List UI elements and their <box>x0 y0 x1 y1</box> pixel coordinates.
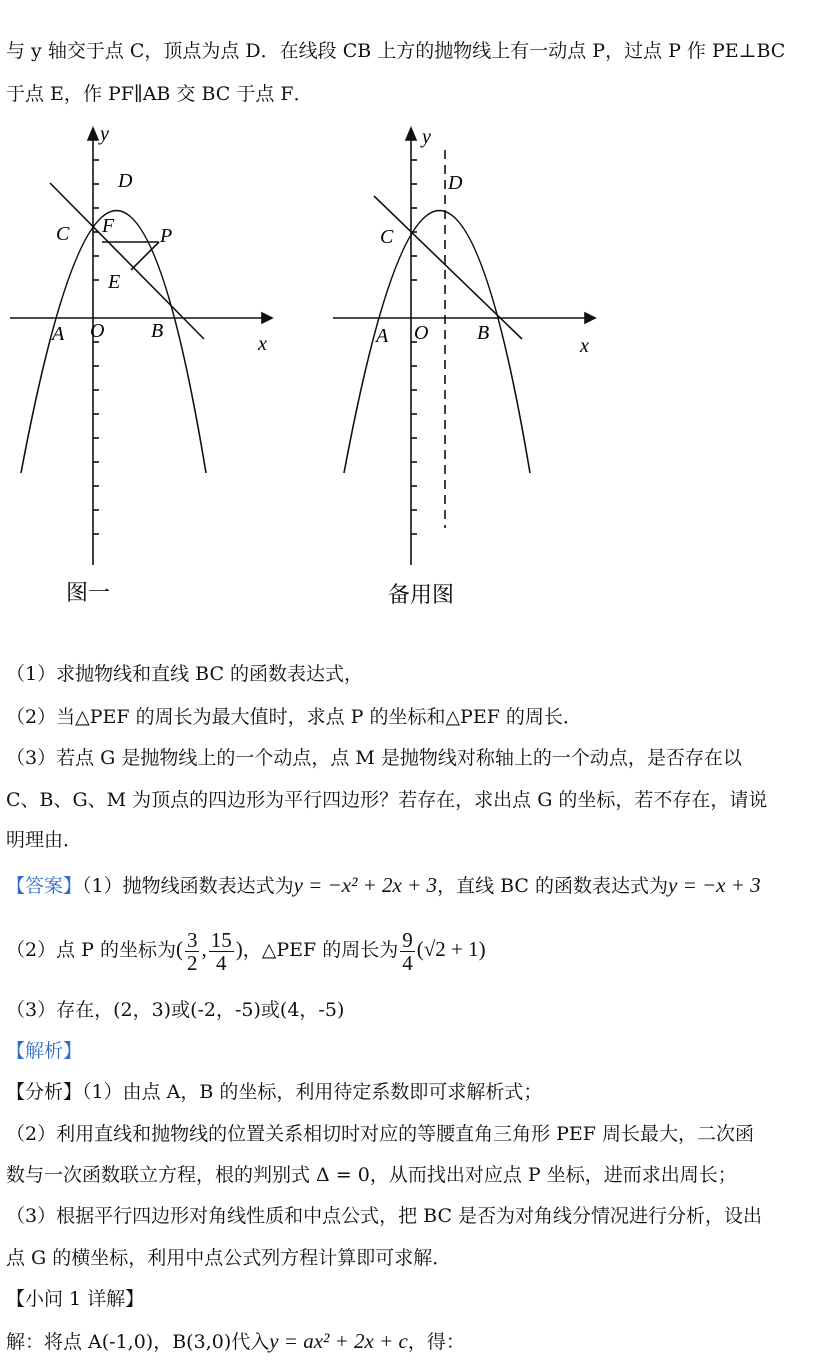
py-fraction: $\frac{15}{4}$ <box>210 927 232 975</box>
label-y: y <box>100 123 109 145</box>
label-d: D <box>448 172 463 194</box>
analysis-line-3: 数与一次函数联立方程，根的判别式 Δ = 0，从而找出对应点 P 坐标，进而求出周长； <box>6 1164 737 1186</box>
solution-line <box>6 1328 465 1355</box>
perimeter-tail: (√2 + 1) <box>416 937 486 961</box>
answer-line-2: （2）点 P 的坐标为( $\frac{3}{2}$ , $\frac{15}{4}$ )，△PEF 的周长为 $\frac{9}{4}$ (√2 + 1) <box>6 927 486 975</box>
answer-2-prefix: （2）点 P 的坐标为 <box>6 939 176 961</box>
label-f: F <box>102 215 115 237</box>
analysis-step-1: （1）由点 A，B 的坐标，利用待定系数即可求解析式； <box>82 1081 543 1103</box>
figure-1 <box>0 115 300 615</box>
analysis-line-1 <box>6 1079 542 1105</box>
caption-fig1: 图一 <box>66 580 111 605</box>
y-axis-arrow <box>88 128 98 140</box>
question-3-line-1: （3）若点 G 是抛物线上的一个动点，点 M 是抛物线对称轴上的一个动点，是否存在以 <box>6 747 742 769</box>
line-bc-1 <box>50 183 204 339</box>
label-c: C <box>380 226 394 248</box>
parabola-1 <box>21 211 206 473</box>
question-1: （1）求抛物线和直线 BC 的函数表达式， <box>6 663 364 685</box>
y-axis-arrow <box>406 128 416 140</box>
label-p: P <box>160 225 173 247</box>
analysis-tag: 【解析】 <box>6 1040 83 1062</box>
label-b: B <box>477 322 490 344</box>
label-a: A <box>376 325 389 347</box>
caption-fig2: 备用图 <box>388 582 455 607</box>
answer-line-bc: y = −x + 3 <box>668 873 761 897</box>
y-ticks <box>93 160 99 534</box>
x-axis-arrow <box>585 313 595 323</box>
figure-2 <box>320 115 620 615</box>
x-axis-arrow <box>262 313 272 323</box>
answer-tag: 【答案】 <box>6 875 83 897</box>
solution-equation: y = ax² + 2x + c <box>269 1329 408 1353</box>
px-fraction: $\frac{3}{2}$ <box>186 927 198 975</box>
problem-line-2: 于点 E，作 PF∥AB 交 BC 于点 F． <box>6 83 313 105</box>
y-ticks <box>411 160 417 534</box>
question-3-line-2: C、B、G、M 为顶点的四边形为平行四边形？若存在，求出点 G 的坐标，若不存在，请说 <box>6 789 768 811</box>
answer-line-1 <box>6 872 761 899</box>
analysis-line-2: （2）利用直线和抛物线的位置关系相切时对应的等腰直角三角形 PEF 周长最大，二次函 <box>6 1123 755 1145</box>
label-o: O <box>414 322 429 344</box>
analysis-line-4: （3）根据平行四边形对角线性质和中点公式，把 BC 是否为对角线分情况进行分析，设出 <box>6 1205 763 1227</box>
label-o: O <box>90 320 105 342</box>
fenxi-tag: 【分析】 <box>6 1081 83 1103</box>
detail-tag: 【小问 1 详解】 <box>6 1288 145 1310</box>
analysis-line-5: 点 G 的横坐标，利用中点公式列方程计算即可求解． <box>6 1247 452 1269</box>
answer-1-prefix: （1）抛物线函数表达式为 <box>82 875 294 897</box>
answer-parabola: y = −x² + 2x + 3 <box>293 873 438 897</box>
perimeter-fraction: $\frac{9}{4}$ <box>402 927 413 975</box>
parabola-2 <box>344 211 530 473</box>
label-b: B <box>151 320 164 342</box>
label-x: x <box>580 335 589 357</box>
question-2: （2）当△PEF 的周长为最大值时，求点 P 的坐标和△PEF 的周长． <box>6 706 582 728</box>
problem-line-1: 与 y 轴交于点 C，顶点为点 D．在线段 CB 上方的抛物线上有一动点 P，过点 P 作 PE⊥BC <box>6 40 786 62</box>
solution-tail: ，得： <box>407 1331 465 1353</box>
answer-1-mid: ，直线 BC 的函数表达式为 <box>437 875 668 897</box>
answer-2-mid: ，△PEF 的周长为 <box>242 939 399 961</box>
label-d: D <box>118 170 133 192</box>
label-a: A <box>52 323 65 345</box>
label-c: C <box>56 223 70 245</box>
label-x: x <box>258 333 267 355</box>
label-y: y <box>422 126 431 148</box>
solution-text: 解：将点 A(-1,0)，B(3,0)代入 <box>6 1331 270 1353</box>
question-3-line-3: 明理由． <box>6 829 83 851</box>
answer-line-3: （3）存在，(2，3)或(-2，-5)或(4，-5) <box>6 999 345 1021</box>
label-e: E <box>108 271 121 293</box>
